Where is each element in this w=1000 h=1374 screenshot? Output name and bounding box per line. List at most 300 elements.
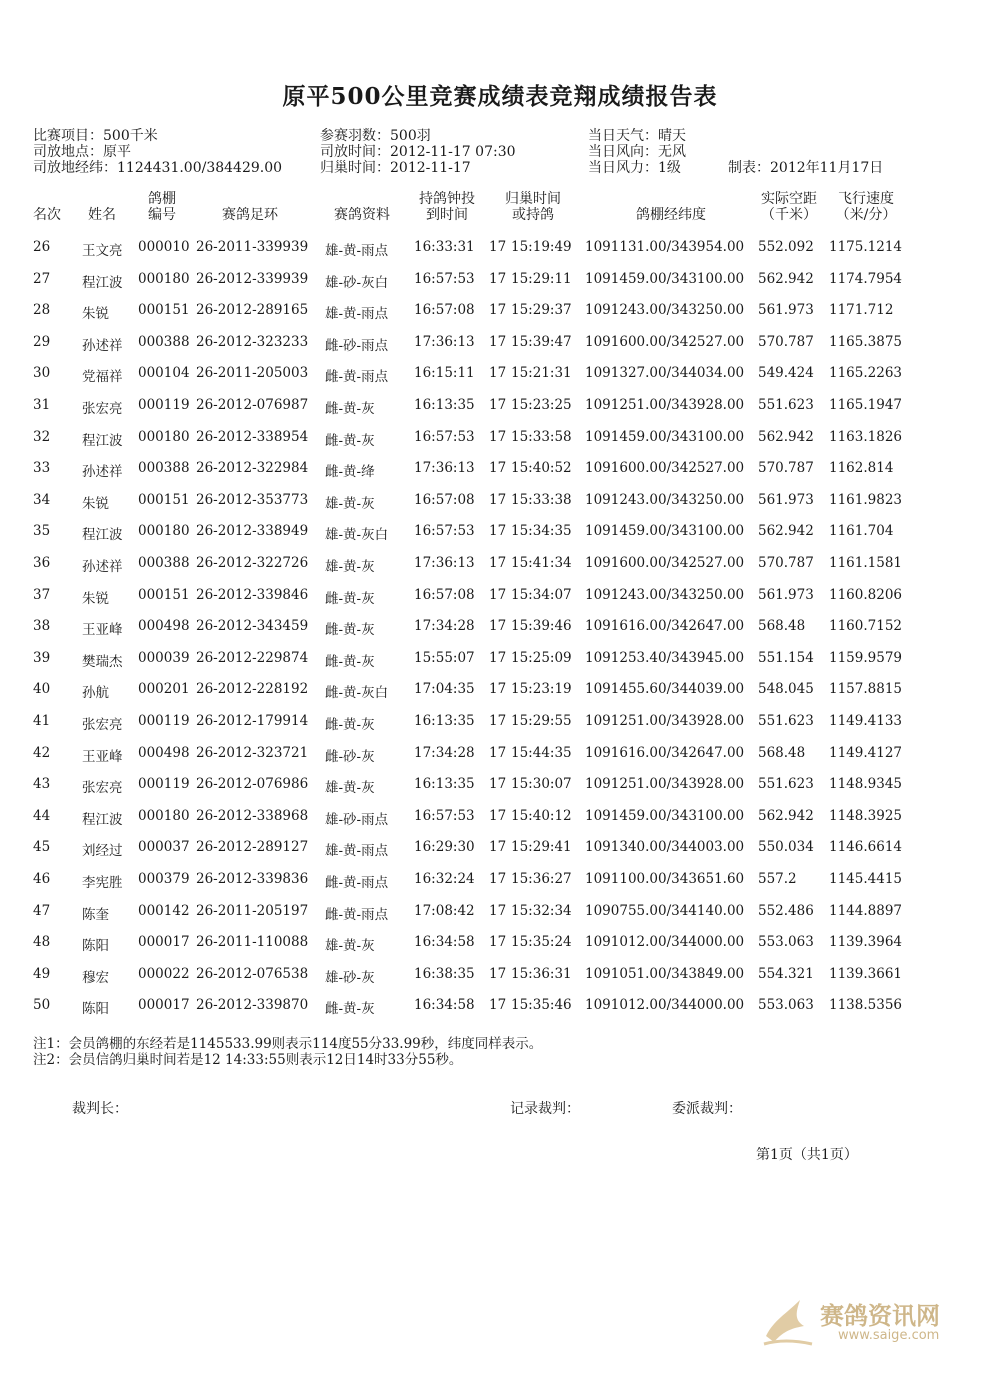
distance-cell: 562.942 [758,270,814,287]
clock-time-cell: 17:04:35 [414,681,475,698]
return-time-cell: 15:41:34 [511,555,572,571]
speed-cell: 1146.6614 [829,839,903,856]
name-cell: 程江波 [82,527,123,544]
table-row [0,587,1000,618]
ring-cell: 26-2012-289127 [196,839,309,856]
loft-code-cell: 000119 [138,397,190,413]
return-time-cell: 15:34:35 [511,523,572,540]
coordinates-cell: 1091251.00/343928.00 [585,397,745,413]
coordinates-cell: 1091600.00/342527.00 [585,555,745,571]
header-info: 赛鸽资料 [334,207,390,223]
clock-time-cell: 16:57:53 [414,270,475,287]
distance-cell: 549.424 [758,365,814,382]
rank-cell: 44 [33,807,51,824]
rank-cell: 47 [33,902,51,919]
clock-time-cell: 16:57:08 [414,491,475,508]
loft-code-cell: 000104 [138,365,190,382]
rank-cell: 36 [33,555,51,571]
bird-info-cell: 雄-黄-灰 [325,559,375,575]
return-time-cell: 15:36:31 [511,965,572,982]
speed-cell: 1165.3875 [829,333,903,350]
ring-cell: 26-2012-338968 [196,807,309,824]
day-cell: 17 [489,365,507,382]
speed-cell: 1161.704 [829,523,894,540]
note-1: 注1：会员鸽棚的东经若是1145533.99则表示114度55分33.99秒，纬度同样表示。 [33,1036,543,1052]
day-cell: 17 [489,333,507,350]
name-cell: 程江波 [82,432,123,449]
speed-cell: 1165.2263 [829,365,903,382]
coordinates-cell: 1091340.00/344003.00 [585,839,745,856]
header-rank: 名次 [33,207,61,223]
ring-cell: 26-2012-322726 [196,555,309,571]
return-time-cell: 15:21:31 [511,365,572,382]
name-cell: 王亚峰 [82,748,123,765]
speed-cell: 1144.8897 [829,902,903,919]
bird-info-cell: 雌-砂-雨点 [325,337,389,354]
made-date-info: 制表：2012年11月17日 [728,160,884,176]
bird-info-cell: 雌-黄-灰 [325,653,375,670]
day-cell: 17 [489,902,507,919]
day-cell: 17 [489,965,507,982]
chief-referee-signature: 裁判长： [72,1101,128,1117]
bird-info-cell: 雄-黄-雨点 [325,306,389,323]
name-cell: 陈奎 [82,906,109,923]
ring-cell: 26-2012-228192 [196,681,309,698]
clock-time-cell: 15:55:07 [414,649,475,666]
release-coord-info: 司放地经纬：1124431.00/384429.00 [33,160,283,176]
distance-cell: 561.973 [758,491,814,508]
name-cell: 王文亮 [82,243,123,259]
clock-time-cell: 16:57:53 [414,807,475,824]
table-row [0,555,1000,586]
day-cell: 17 [489,871,507,887]
distance-cell: 570.787 [758,333,814,350]
bird-info-cell: 雌-黄-灰 [325,401,375,417]
ring-cell: 26-2012-343459 [196,618,309,635]
name-cell: 朱锐 [82,495,109,512]
day-cell: 17 [489,239,507,255]
ring-cell: 26-2012-339846 [196,586,309,603]
bird-info-cell: 雌-黄-绛 [325,464,375,481]
return-time-cell: 15:39:47 [511,333,572,350]
loft-code-cell: 000388 [138,460,190,477]
rank-cell: 28 [33,302,51,319]
speed-cell: 1138.5356 [829,997,903,1014]
event-info: 比赛项目：500千米 [33,128,158,144]
table-row [0,713,1000,744]
header-speed: 飞行速度（米/分） [835,191,897,223]
clock-time-cell: 17:34:28 [414,618,475,635]
header-ring: 赛鸽足环 [222,207,278,223]
ring-cell: 26-2012-338949 [196,523,309,540]
speed-cell: 1139.3964 [829,934,903,951]
clock-time-cell: 16:13:35 [414,776,475,793]
speed-cell: 1160.7152 [829,618,903,635]
speed-cell: 1148.3925 [829,807,903,824]
table-row [0,334,1000,365]
loft-code-cell: 000180 [138,807,190,824]
bird-info-cell: 雄-砂-雨点 [325,811,389,828]
distance-cell: 561.973 [758,302,814,319]
coordinates-cell: 1091616.00/342647.00 [585,744,745,761]
return-time-cell: 15:23:19 [511,681,572,698]
coordinates-cell: 1091459.00/343100.00 [585,270,745,287]
loft-code-cell: 000151 [138,586,190,603]
return-time-cell: 15:40:12 [511,807,572,824]
distance-cell: 570.787 [758,555,814,571]
recorder-referee-signature: 记录裁判： [510,1101,580,1117]
loft-code-cell: 000388 [138,555,190,571]
loft-code-cell: 000037 [138,839,190,856]
loft-code-cell: 000010 [138,239,190,255]
bird-info-cell: 雄-黄-灰 [325,780,375,797]
return-time-cell: 15:30:07 [511,776,572,793]
rank-cell: 39 [33,649,51,666]
table-row [0,492,1000,523]
table-row [0,776,1000,807]
coordinates-cell: 1091600.00/342527.00 [585,333,745,350]
speed-cell: 1161.9823 [829,491,903,508]
ring-cell: 26-2012-179914 [196,713,309,729]
rank-cell: 41 [33,713,51,729]
coordinates-cell: 1091459.00/343100.00 [585,428,745,445]
return-time-cell: 15:44:35 [511,744,572,761]
distance-cell: 552.486 [758,902,814,919]
rank-cell: 32 [33,428,51,445]
return-time-cell: 15:33:38 [511,491,572,508]
ring-cell: 26-2012-076987 [196,397,309,413]
rank-cell: 35 [33,523,51,540]
coordinates-cell: 1091243.00/343250.00 [585,586,745,603]
loft-code-cell: 000017 [138,934,190,951]
day-cell: 17 [489,618,507,635]
rank-cell: 29 [33,333,51,350]
rank-cell: 31 [33,397,51,413]
name-cell: 陈阳 [82,1001,109,1018]
table-row [0,618,1000,649]
speed-cell: 1171.712 [829,302,894,319]
birds-info: 参赛羽数：500羽 [320,128,431,144]
ring-cell: 26-2012-338954 [196,428,309,445]
speed-cell: 1159.9579 [829,649,903,666]
table-row [0,365,1000,396]
bird-info-cell: 雌-黄-雨点 [325,369,389,386]
return-time-cell: 15:34:07 [511,586,572,603]
day-cell: 17 [489,713,507,729]
distance-cell: 561.973 [758,586,814,603]
day-cell: 17 [489,555,507,571]
loft-code-cell: 000388 [138,333,190,350]
table-row [0,871,1000,902]
clock-time-cell: 17:36:13 [414,460,475,477]
table-row [0,997,1000,1028]
day-cell: 17 [489,270,507,287]
clock-time-cell: 16:13:35 [414,397,475,413]
bird-info-cell: 雄-黄-雨点 [325,843,389,860]
coordinates-cell: 1091251.00/343928.00 [585,713,745,729]
clock-time-cell: 16:57:08 [414,302,475,319]
coordinates-cell: 1091455.60/344039.00 [585,681,745,698]
clock-time-cell: 17:34:28 [414,744,475,761]
return-time-cell: 15:40:52 [511,460,572,477]
day-cell: 17 [489,523,507,540]
distance-cell: 552.092 [758,239,814,255]
distance-cell: 562.942 [758,523,814,540]
header-code: 鸽棚编号 [148,191,176,223]
rank-cell: 34 [33,491,51,508]
clock-time-cell: 17:36:13 [414,555,475,571]
distance-cell: 553.063 [758,934,814,951]
coordinates-cell: 1091616.00/342647.00 [585,618,745,635]
table-row [0,808,1000,839]
return-time-cell: 15:33:58 [511,428,572,445]
clock-time-cell: 17:08:42 [414,902,475,919]
ring-cell: 26-2012-289165 [196,302,309,319]
bird-info-cell: 雄-砂-灰白 [325,274,389,291]
report-title: 原平500公里竞赛成绩表竞翔成绩报告表 [282,83,718,110]
name-cell: 孙航 [82,685,109,702]
name-cell: 樊瑞杰 [82,653,123,670]
bird-info-cell: 雄-黄-雨点 [325,243,389,259]
day-cell: 17 [489,681,507,698]
clock-time-cell: 16:34:58 [414,997,475,1014]
coordinates-cell: 1091600.00/342527.00 [585,460,745,477]
coordinates-cell: 1090755.00/344140.00 [585,902,745,919]
table-row [0,650,1000,681]
name-cell: 孙述祥 [82,337,123,354]
distance-cell: 551.623 [758,713,814,729]
table-row [0,966,1000,997]
speed-cell: 1163.1826 [829,428,903,445]
name-cell: 陈阳 [82,938,109,955]
loft-code-cell: 000180 [138,270,190,287]
loft-code-cell: 000201 [138,681,190,698]
distance-cell: 550.034 [758,839,814,856]
table-row [0,681,1000,712]
table-row [0,745,1000,776]
coordinates-cell: 1091253.40/343945.00 [585,649,745,666]
loft-code-cell: 000498 [138,618,190,635]
loft-code-cell: 000039 [138,649,190,666]
day-cell: 17 [489,997,507,1014]
coordinates-cell: 1091100.00/343651.60 [585,871,745,887]
table-row [0,271,1000,302]
day-cell: 17 [489,807,507,824]
distance-cell: 551.623 [758,397,814,413]
speed-cell: 1139.3661 [829,965,903,982]
watermark-url: www.saige.com [838,1328,940,1343]
bird-info-cell: 雌-黄-雨点 [325,906,389,923]
rank-cell: 33 [33,460,51,477]
clock-time-cell: 16:29:30 [414,839,475,856]
rank-cell: 42 [33,744,51,761]
rank-cell: 38 [33,618,51,635]
distance-cell: 562.942 [758,807,814,824]
day-cell: 17 [489,397,507,413]
speed-cell: 1157.8815 [829,681,903,698]
distance-cell: 568.48 [758,618,806,635]
name-cell: 刘经过 [82,843,123,860]
delegate-referee-signature: 委派裁判： [672,1101,742,1117]
ring-cell: 26-2011-205003 [196,365,309,382]
header-name: 姓名 [88,207,116,223]
rank-cell: 50 [33,997,51,1014]
coordinates-cell: 1091459.00/343100.00 [585,807,745,824]
ring-cell: 26-2012-339836 [196,871,309,887]
table-row [0,903,1000,934]
bird-info-cell: 雌-黄-雨点 [325,875,389,891]
table-row [0,460,1000,491]
bird-info-cell: 雄-黄-灰 [325,938,375,955]
speed-cell: 1149.4127 [829,744,903,761]
rank-cell: 45 [33,839,51,856]
distance-cell: 551.623 [758,776,814,793]
loft-code-cell: 000379 [138,871,190,887]
loft-code-cell: 000498 [138,744,190,761]
clock-time-cell: 16:57:53 [414,523,475,540]
rank-cell: 26 [33,239,51,255]
distance-cell: 551.154 [758,649,814,666]
table-row [0,934,1000,965]
day-cell: 17 [489,744,507,761]
name-cell: 朱锐 [82,590,109,607]
rank-cell: 46 [33,871,51,887]
bird-info-cell: 雌-黄-灰 [325,590,375,607]
distance-cell: 568.48 [758,744,806,761]
clock-time-cell: 16:57:08 [414,586,475,603]
loft-code-cell: 000180 [138,428,190,445]
speed-cell: 1145.4415 [829,871,903,887]
table-row [0,429,1000,460]
rank-cell: 27 [33,270,51,287]
bird-info-cell: 雌-黄-灰 [325,717,375,733]
header-coord: 鸽棚经纬度 [636,207,706,223]
table-row [0,397,1000,428]
coordinates-cell: 1091251.00/343928.00 [585,776,745,793]
return-time-cell: 15:39:46 [511,618,572,635]
distance-cell: 557.2 [758,871,797,887]
clock-time-cell: 16:34:58 [414,934,475,951]
name-cell: 李宪胜 [82,875,123,891]
return-time-cell: 15:29:11 [511,270,572,287]
coordinates-cell: 1091243.00/343250.00 [585,302,745,319]
return-time-cell: 15:29:41 [511,839,572,856]
day-cell: 17 [489,302,507,319]
loft-code-cell: 000119 [138,713,190,729]
pigeon-logo-icon [760,1290,816,1350]
speed-cell: 1149.4133 [829,713,903,729]
loft-code-cell: 000017 [138,997,190,1014]
day-cell: 17 [489,586,507,603]
release-place-info: 司放地点：原平 [33,144,131,160]
day-cell: 17 [489,649,507,666]
ring-cell: 26-2011-205197 [196,902,309,919]
return-time-cell: 15:35:46 [511,997,572,1014]
weather-info: 当日天气：晴天 [588,128,686,144]
bird-info-cell: 雌-黄-灰 [325,432,375,449]
day-cell: 17 [489,839,507,856]
page-number: 第1页（共1页） [756,1147,858,1163]
rank-cell: 49 [33,965,51,982]
name-cell: 张宏亮 [82,401,123,417]
return-time-cell: 15:23:25 [511,397,572,413]
ring-cell: 26-2012-353773 [196,491,309,508]
speed-cell: 1160.8206 [829,586,903,603]
name-cell: 朱锐 [82,306,109,323]
speed-cell: 1174.7954 [829,270,903,287]
bird-info-cell: 雌-黄-灰 [325,622,375,639]
day-cell: 17 [489,776,507,793]
coordinates-cell: 1091327.00/344034.00 [585,365,745,382]
header-clock: 持鸽钟投到时间 [419,191,475,223]
name-cell: 穆宏 [82,969,109,986]
day-cell: 17 [489,491,507,508]
return-time-cell: 15:29:55 [511,713,572,729]
coordinates-cell: 1091012.00/344000.00 [585,997,745,1014]
speed-cell: 1148.9345 [829,776,903,793]
note-2: 注2：会员信鸽归巢时间若是12 14:33:55则表示12日14时33分55秒。 [33,1052,463,1068]
watermark-logo [760,1290,980,1354]
rank-cell: 43 [33,776,51,793]
clock-time-cell: 16:38:35 [414,965,475,982]
speed-cell: 1175.1214 [829,239,903,255]
clock-time-cell: 16:33:31 [414,239,475,255]
rank-cell: 30 [33,365,51,382]
name-cell: 程江波 [82,274,123,291]
name-cell: 孙述祥 [82,464,123,481]
ring-cell: 26-2011-339939 [196,239,309,255]
bird-info-cell: 雄-砂-灰 [325,969,375,986]
table-row [0,839,1000,870]
name-cell: 程江波 [82,811,123,828]
clock-time-cell: 16:13:35 [414,713,475,729]
wind-direction-info: 当日风向：无风 [588,144,686,160]
return-time-cell: 15:19:49 [511,239,572,255]
table-row [0,239,1000,270]
ring-cell: 26-2011-110088 [196,934,309,951]
return-time-cell: 15:36:27 [511,871,572,887]
bird-info-cell: 雌-砂-灰 [325,748,375,765]
loft-code-cell: 000022 [138,965,190,982]
coordinates-cell: 1091012.00/344000.00 [585,934,745,951]
release-time-info: 司放时间：2012-11-17 07:30 [320,144,516,160]
table-row [0,302,1000,333]
ring-cell: 26-2012-076538 [196,965,309,982]
return-time-cell: 15:32:34 [511,902,572,919]
coordinates-cell: 1091131.00/343954.00 [585,239,745,255]
speed-cell: 1161.1581 [829,555,903,571]
clock-time-cell: 16:15:11 [414,365,475,382]
loft-code-cell: 000151 [138,302,190,319]
ring-cell: 26-2012-229874 [196,649,309,666]
ring-cell: 26-2012-323721 [196,744,309,761]
loft-code-cell: 000151 [138,491,190,508]
ring-cell: 26-2012-076986 [196,776,309,793]
distance-cell: 554.321 [758,965,814,982]
wind-power-info: 当日风力：1级 [588,160,681,176]
ring-cell: 26-2012-339870 [196,997,309,1014]
name-cell: 孙述祥 [82,559,123,575]
distance-cell: 548.045 [758,681,814,698]
speed-cell: 1162.814 [829,460,894,477]
bird-info-cell: 雌-黄-灰 [325,1001,375,1018]
distance-cell: 570.787 [758,460,814,477]
header-return: 归巢时间或持鸽 [505,191,561,223]
name-cell: 张宏亮 [82,780,123,797]
loft-code-cell: 000142 [138,902,190,919]
header-distance: 实际空距（千米） [761,191,817,223]
return-time-cell: 15:35:24 [511,934,572,951]
